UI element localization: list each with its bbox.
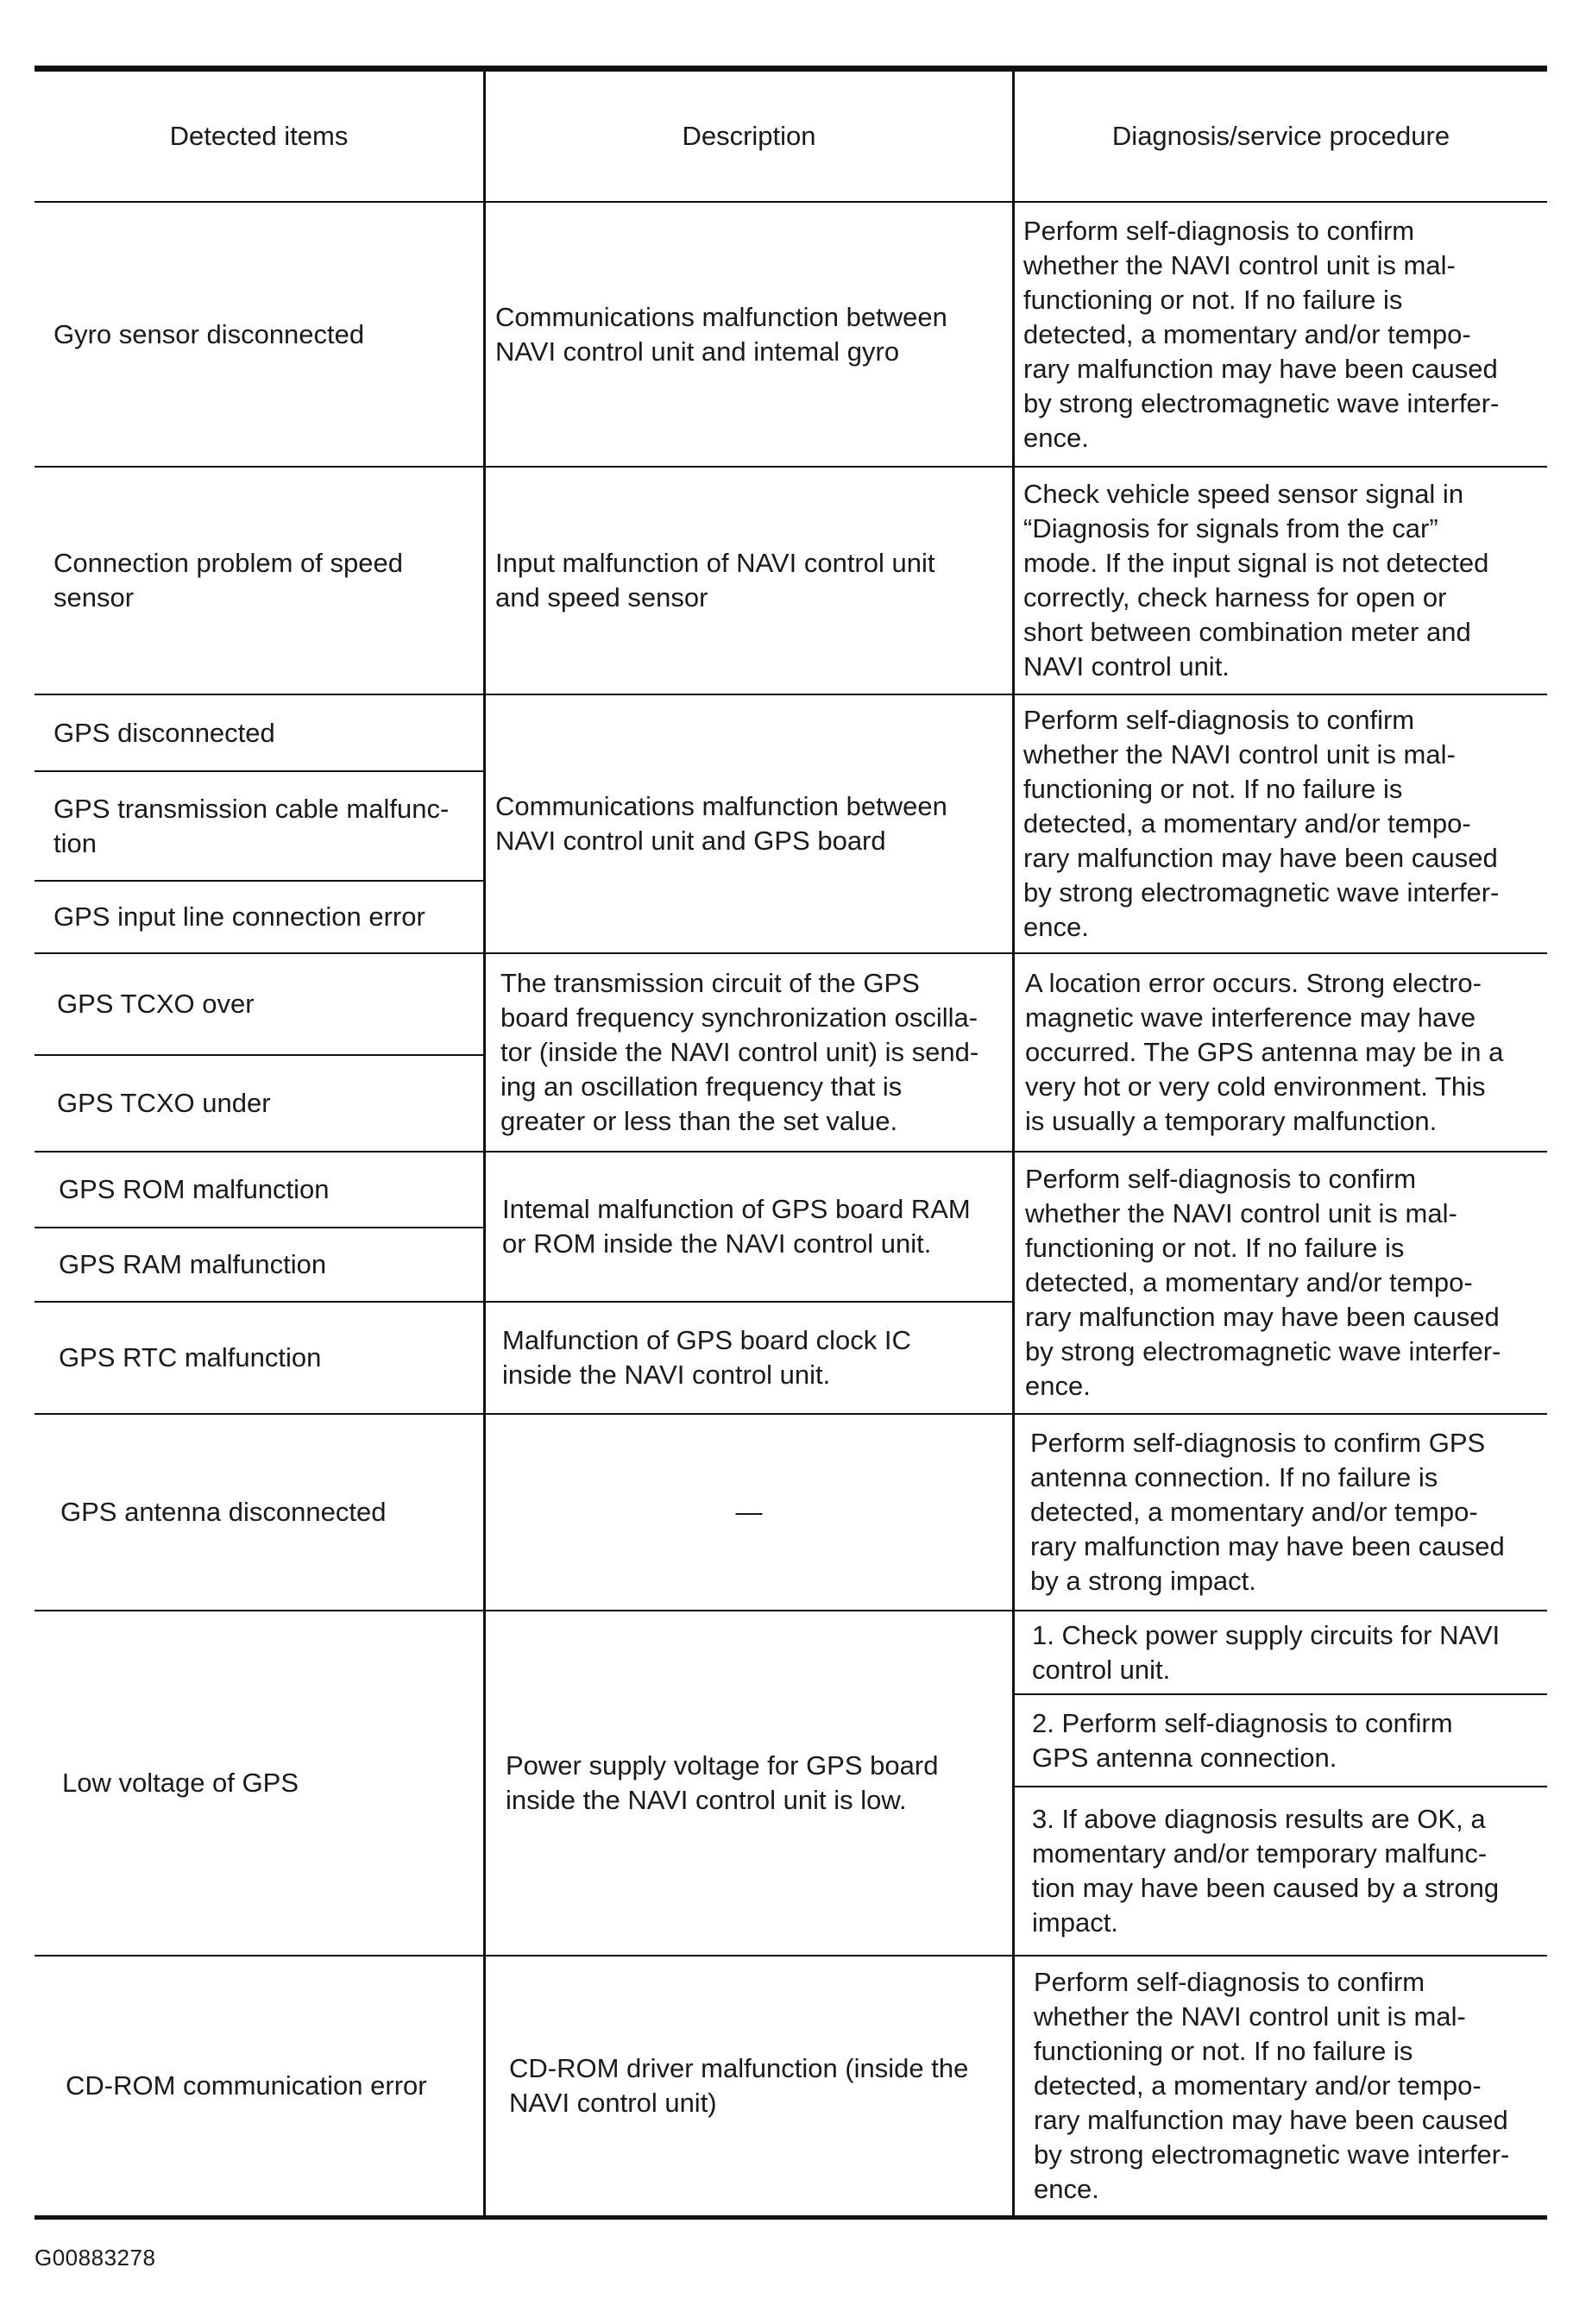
diagnosis-cdrom: Perform self-diagnosis to confirm whether the NAVI control unit is mal- functioning or not. If no failure is detected, a momentary and/or tempo- rary malfunction may have been caused by strong electromagnetic wave interfer- ence. [1034, 1967, 1510, 2204]
header-diagnosis-label: Diagnosis/service procedure [1111, 121, 1450, 151]
item-low-voltage: Low voltage of GPS [62, 1768, 299, 1798]
item-gyro-sensor: Gyro sensor disconnected [53, 318, 365, 349]
diagnosis-low-voltage-step-2: 2. Perform self-diagnosis to confirm GPS antenna connection. [1032, 1707, 1453, 1773]
diagnosis-speed-sensor: Check vehicle speed sensor signal in “Diagnosis for signals from the car” mode. If the input signal is not detected correctly, check harness for open or short between combination meter and NAVI control unit. [1023, 479, 1489, 681]
bottom-rule [35, 2215, 1547, 2220]
diagnosis-gps-antenna: Perform self-diagnosis to confirm GPS antenna connection. If no failure is detected, a momentary and/or tempo- rary malfunction may have been caused by a strong impact. [1030, 1428, 1505, 1596]
header-description [486, 72, 1012, 201]
item-speed-sensor: Connection problem of speed sensor [53, 548, 403, 612]
description-gps-rom-ram: Intemal malfunction of GPS board RAM or ROM inside the NAVI control unit. [502, 1194, 971, 1259]
description-speed-sensor: Input malfunction of NAVI control unit and speed sensor [495, 548, 935, 612]
diagnosis-gyro-sensor: Perform self-diagnosis to confirm whether the NAVI control unit is mal- functioning or not. If no failure is detected, a momentary and/or tempo- rary malfunction may have been caused by strong electromagnetic wave interfer- ence. [1023, 215, 1500, 453]
diagnosis-low-voltage-step-3: 3. If above diagnosis results are OK, a momentary and/or temporary malfunc- tion may have been caused by a strong impact. [1032, 1804, 1500, 1938]
item-gps-antenna: GPS antenna disconnected [60, 1497, 387, 1527]
item-gps-tcxo-over: GPS TCXO over [57, 989, 255, 1019]
description-gps-antenna [486, 1415, 1012, 1610]
diagnosis-gps-memory: Perform self-diagnosis to confirm whether the NAVI control unit is mal- functioning or not. If no failure is detected, a momentary and/or tempo- rary malfunction may have been caused by strong electromagnetic wave interfer- ence. [1025, 1164, 1501, 1401]
header-diagnosis [1015, 72, 1547, 201]
description-gps-comm: Communications malfunction between NAVI control unit and GPS board [495, 791, 947, 856]
description-cdrom: CD-ROM driver malfunction (inside the NAVI control unit) [509, 2053, 969, 2118]
description-low-voltage: Power supply voltage for GPS board inside the NAVI control unit is low. [506, 1750, 939, 1815]
item-gps-disconnected: GPS disconnected [53, 717, 275, 748]
item-gps-rom: GPS ROM malfunction [59, 1174, 330, 1204]
header-description-label: Description [682, 121, 816, 151]
top-rule [35, 66, 1547, 72]
item-gps-input-line: GPS input line connection error [53, 901, 425, 932]
header-detected-items [35, 72, 483, 201]
header-detected-items-label: Detected items [169, 121, 349, 151]
description-gyro-sensor: Communications malfunction between NAVI control unit and intemal gyro [495, 301, 947, 367]
item-gps-rtc: GPS RTC malfunction [59, 1342, 322, 1372]
figure-code: G00883278 [35, 2245, 156, 2271]
item-cdrom: CD-ROM communication error [66, 2070, 427, 2101]
item-gps-ram: GPS RAM malfunction [59, 1249, 327, 1279]
item-gps-tcxo-under: GPS TCXO under [57, 1088, 271, 1118]
description-gps-tcxo: The transmission circuit of the GPS board frequency synchronization oscilla- tor (inside the NAVI control unit) is send- ing an oscillation frequency that is greater or less than the set value. [500, 968, 979, 1136]
diagnosis-low-voltage-step-1: 1. Check power supply circuits for NAVI control unit. [1032, 1619, 1501, 1685]
item-gps-transmission-cable: GPS transmission cable malfunc- tion [53, 793, 450, 858]
column-divider [1012, 72, 1015, 2215]
diagnosis-gps-comm: Perform self-diagnosis to confirm whether the NAVI control unit is mal- functioning or not. If no failure is detected, a momentary and/or tempo- rary malfunction may have been caused by strong electromagnetic wave interfer- ence. [1023, 705, 1500, 942]
description-dash: — [735, 1497, 763, 1527]
description-gps-rtc: Malfunction of GPS board clock IC inside the NAVI control unit. [502, 1325, 911, 1390]
diagnosis-gps-tcxo: A location error occurs. Strong electro- magnetic wave interference may have occurred. The GPS antenna may be in a very hot or very cold environment. This is usually a temporary malfunction. [1025, 968, 1504, 1136]
